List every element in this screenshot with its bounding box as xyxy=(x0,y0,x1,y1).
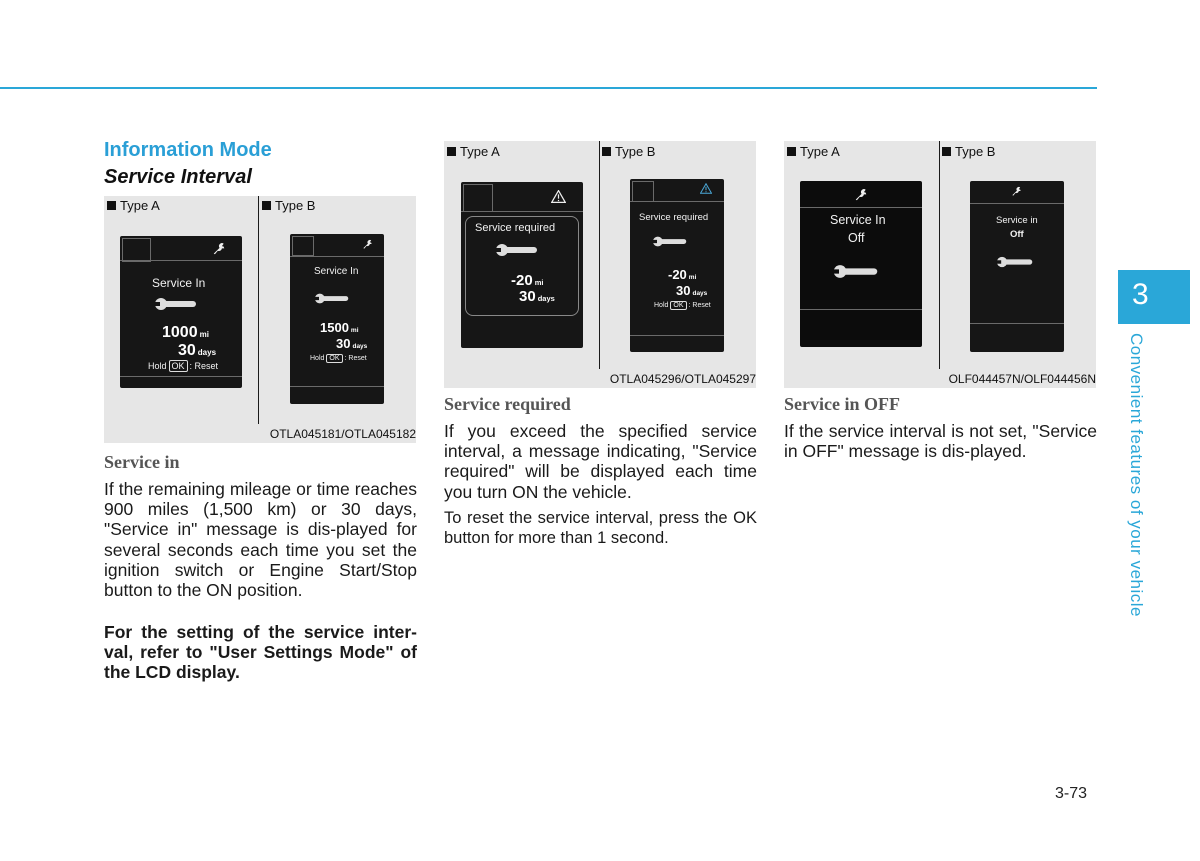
figure-service-required xyxy=(444,141,756,388)
lcd-mileage: 1000 mi xyxy=(162,324,209,341)
wrench-icon xyxy=(652,235,688,248)
lcd-separator xyxy=(630,201,724,202)
chapter-title: Convenient features of your vehicle xyxy=(1127,333,1146,617)
subsection-heading: Service Interval xyxy=(104,166,252,188)
paragraph-service-in: If the remaining mileage or time reaches 900 miles (1,500 km) or 30 days, "Service in" message is dis-played for several seconds each time you set the ignition switch or Engine Start/Stop button to the ON position. xyxy=(104,479,417,601)
lcd-separator xyxy=(630,335,724,336)
chapter-tab xyxy=(1118,270,1190,324)
type-square-icon xyxy=(602,147,611,156)
lcd-separator xyxy=(120,376,242,377)
type-square-icon xyxy=(447,147,456,156)
wrench-icon xyxy=(314,292,350,305)
lcd-separator xyxy=(290,256,384,257)
paragraph-reset-instructions: To reset the service interval, press the OK button for more than 1 second. xyxy=(444,509,757,547)
lcd-days: 30 days xyxy=(336,336,368,351)
type-square-icon xyxy=(942,147,951,156)
wrench-icon xyxy=(832,263,880,280)
lcd-hold-reset: Hold OK : Reset xyxy=(148,361,219,371)
type-square-icon xyxy=(787,147,796,156)
lcd-line2: Off xyxy=(1010,229,1024,240)
type-a-label: Type A xyxy=(787,144,840,159)
lcd-screen-type-b xyxy=(290,234,384,404)
lcd-screen-type-a xyxy=(800,181,922,347)
type-b-label: Type B xyxy=(602,144,655,159)
note-user-settings: For the setting of the service inter-val, refer to "User Settings Mode" of the LCD display. xyxy=(104,622,417,683)
lcd-separator xyxy=(970,323,1064,324)
lcd-separator xyxy=(800,309,922,310)
wrench-icon xyxy=(154,296,198,312)
lcd-title: Service required xyxy=(639,212,709,223)
lcd-corner-box xyxy=(122,238,151,262)
figure-service-in xyxy=(104,196,416,443)
type-b-label: Type B xyxy=(942,144,995,159)
type-a-label: Type A xyxy=(107,198,160,213)
lcd-hold-reset: Hold OK : Reset xyxy=(654,302,711,309)
lcd-screen-type-b xyxy=(630,179,724,352)
lcd-days: 30 days xyxy=(178,342,217,359)
lcd-title: Service In xyxy=(152,276,206,290)
lcd-line1: Service In xyxy=(830,213,886,227)
lcd-mileage: -20 mi xyxy=(668,267,697,282)
lcd-separator xyxy=(290,386,384,387)
lcd-days: 30 days xyxy=(519,288,555,305)
wrench-icon xyxy=(212,242,226,256)
lcd-line2: Off xyxy=(848,231,865,245)
type-b-label: Type B xyxy=(262,198,315,213)
lcd-mileage: 1500 mi xyxy=(320,320,359,335)
lcd-screen-type-b xyxy=(970,181,1064,352)
wrench-icon xyxy=(854,188,868,202)
lcd-line1: Service in xyxy=(996,215,1038,226)
heading-service-in: Service in xyxy=(104,452,180,472)
section-heading: Information Mode xyxy=(104,139,272,161)
lcd-separator xyxy=(461,211,583,212)
lcd-screen-type-a xyxy=(461,182,583,348)
paragraph-service-required: If you exceed the specified service interval, a message indicating, "Service required" will be displayed each time you turn ON the vehicle. xyxy=(444,421,757,502)
type-square-icon xyxy=(262,201,271,210)
wrench-icon xyxy=(996,255,1034,269)
lcd-mileage: -20 mi xyxy=(511,272,544,289)
lcd-separator xyxy=(970,203,1064,204)
lcd-days: 30 days xyxy=(676,283,708,298)
lcd-separator xyxy=(800,207,922,208)
page-number: 3-73 xyxy=(1055,785,1088,802)
lcd-title: Service required xyxy=(475,222,556,234)
top-rule xyxy=(0,87,1097,89)
heading-service-required: Service required xyxy=(444,394,571,414)
type-a-label: Type A xyxy=(447,144,500,159)
figure-divider xyxy=(599,141,600,369)
heading-service-off: Service in OFF xyxy=(784,394,900,414)
lcd-title: Service In xyxy=(314,266,359,277)
figure-divider xyxy=(258,196,259,424)
wrench-icon xyxy=(1011,186,1022,197)
paragraph-service-off: If the service interval is not set, "Service in OFF" message is dis-played. xyxy=(784,421,1097,462)
lcd-screen-type-a xyxy=(120,236,242,388)
figure-divider xyxy=(939,141,940,369)
figure-code: OTLA045181/OTLA045182 xyxy=(269,427,416,441)
lcd-corner-box xyxy=(463,184,493,212)
wrench-icon xyxy=(495,242,539,258)
figure-service-off xyxy=(784,141,1096,388)
figure-code: OLF044457N/OLF044456N xyxy=(948,372,1096,386)
figure-code: OTLA045296/OTLA045297 xyxy=(609,372,756,386)
warning-triangle-icon xyxy=(700,183,712,194)
wrench-icon xyxy=(362,239,373,250)
warning-triangle-icon xyxy=(551,190,566,203)
lcd-corner-box xyxy=(632,181,654,202)
lcd-separator xyxy=(120,260,242,261)
type-square-icon xyxy=(107,201,116,210)
lcd-corner-box xyxy=(292,236,314,256)
chapter-number: 3 xyxy=(1132,278,1149,311)
lcd-hold-reset: Hold OK : Reset xyxy=(310,355,367,362)
